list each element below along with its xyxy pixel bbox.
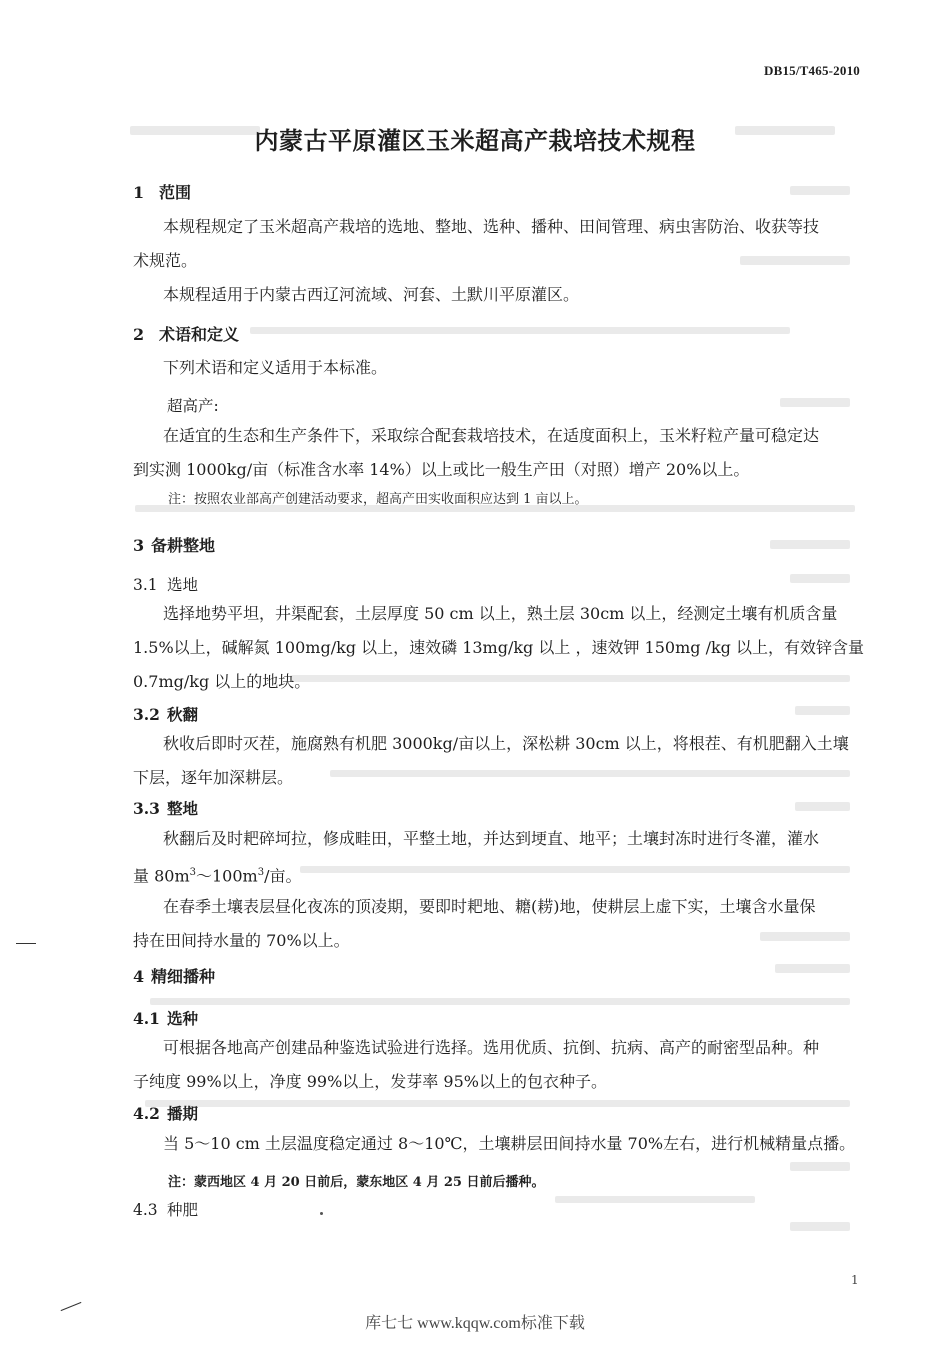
paragraph-line: 下列术语和定义适用于本标准。 bbox=[163, 358, 388, 377]
sowing-date-note: 注：蒙西地区 4 月 20 日前后，蒙东地区 4 月 25 日前后播种。 bbox=[168, 1175, 545, 1190]
standard-code: DB15/T465-2010 bbox=[764, 63, 860, 78]
subsection-3-1-body bbox=[133, 597, 864, 699]
subsection-heading-4-2 bbox=[133, 1102, 198, 1124]
scan-artifact bbox=[320, 1212, 323, 1215]
section-number: 4 bbox=[133, 967, 145, 986]
paragraph-line: 1.5%以上，碱解氮 100mg/kg 以上，速效磷 13mg/kg 以上 ，速效钾 150mg /kg 以上，有效锌含量 bbox=[133, 638, 865, 657]
scan-bleed-mark bbox=[770, 540, 850, 549]
scan-bleed-mark bbox=[790, 1162, 850, 1171]
superscript: 3 bbox=[189, 867, 196, 878]
scan-bleed-mark bbox=[145, 1100, 850, 1107]
paragraph-line: 在适宜的生态和生产条件下，采取综合配套栽培技术，在适度面积上，玉米籽粒产量可稳定达 bbox=[163, 426, 820, 445]
paragraph-line: 子纯度 99%以上，净度 99%以上，发芽率 95%以上的包衣种子。 bbox=[133, 1072, 607, 1091]
page-number: 1 bbox=[851, 1273, 859, 1287]
paragraph-line: 到实测 1000kg/亩（标准含水率 14%）以上或比一般生产田（对照）增产 20%以上。 bbox=[133, 460, 750, 479]
scan-bleed-mark bbox=[150, 998, 850, 1005]
subsection-title: 秋翻 bbox=[167, 705, 199, 724]
scan-bleed-mark bbox=[790, 574, 850, 583]
section-heading-1 bbox=[133, 180, 191, 203]
footer-watermark: 库七七 www.kqqw.com标准下载 bbox=[365, 1315, 585, 1332]
section-number: 1 bbox=[133, 183, 145, 202]
paragraph-line: 当 5～10 cm 土层温度稳定通过 8～10℃，土壤耕层田间持水量 70%左右，进行机械精量点播。 bbox=[163, 1134, 856, 1153]
section-2-definitions bbox=[133, 351, 387, 385]
subsection-number: 4.1 bbox=[133, 1009, 160, 1028]
scan-artifact bbox=[16, 943, 36, 944]
text-fragment: 量 80m bbox=[133, 866, 190, 886]
subsection-title: 种肥 bbox=[167, 1201, 199, 1219]
scan-bleed-mark bbox=[795, 706, 850, 715]
superscript: 3 bbox=[257, 867, 265, 878]
term-super-high-yield: 超高产: bbox=[167, 397, 219, 415]
scan-bleed-mark bbox=[775, 964, 850, 973]
paragraph-line: 下层，逐年加深耕层。 bbox=[133, 768, 294, 787]
subsection-number: 3.3 bbox=[133, 799, 160, 818]
paragraph-line: 0.7mg/kg 以上的地块。 bbox=[133, 672, 311, 691]
paragraph-line: 在春季土壤表层昼化夜冻的顶凌期，要即时耙地、耱(耢)地，使耕层上虚下实，土壤含水量保 bbox=[163, 897, 816, 916]
paragraph-line: 持在田间持水量的 70%以上。 bbox=[133, 931, 350, 950]
paragraph-line: 本规程规定了玉米超高产栽培的选地、整地、选种、播种、田间管理、病虫害防治、收获等技 bbox=[163, 217, 820, 236]
scan-bleed-mark bbox=[790, 1222, 850, 1231]
section-number: 3 bbox=[133, 536, 145, 555]
subsection-heading-4-1 bbox=[133, 1007, 198, 1029]
scan-bleed-mark bbox=[555, 1196, 755, 1203]
section-heading-4 bbox=[133, 964, 215, 987]
section-1-scope-paragraph bbox=[133, 210, 819, 312]
subsection-title: 选地 bbox=[167, 576, 199, 594]
subsection-number: 4.2 bbox=[133, 1104, 160, 1123]
scan-bleed-mark bbox=[250, 327, 790, 334]
subsection-number: 3.2 bbox=[133, 705, 160, 724]
term-definition bbox=[133, 419, 819, 487]
document-title: 内蒙古平原灌区玉米超高产栽培技术规程 bbox=[254, 126, 696, 155]
subsection-heading-3-3 bbox=[133, 797, 198, 819]
paragraph-line: 秋收后即时灭茬，施腐熟有机肥 3000kg/亩以上，深松耕 30cm 以上，将根茬、有机肥翻入土壤 bbox=[163, 734, 849, 753]
subsection-4-2-body bbox=[133, 1127, 855, 1161]
subsection-number: 4.3 bbox=[133, 1201, 158, 1219]
definition-note: 注：按照农业部高产创建活动要求，超高产田实收面积应达到 1 亩以上。 bbox=[168, 492, 588, 507]
section-heading-2 bbox=[133, 322, 239, 345]
scan-bleed-mark bbox=[780, 398, 850, 407]
subsection-heading-3-2 bbox=[133, 703, 198, 725]
section-title: 备耕整地 bbox=[151, 536, 216, 555]
section-heading-3 bbox=[133, 533, 215, 556]
subsection-4-1-body bbox=[133, 1031, 819, 1099]
section-number: 2 bbox=[133, 325, 145, 344]
paragraph-line: 秋翻后及时耙碎坷拉，修成畦田，平整土地，并达到埂直、地平；土壤封冻时进行冬灌，灌水 bbox=[163, 829, 820, 848]
subsection-title: 选种 bbox=[167, 1009, 199, 1028]
subsection-title: 播期 bbox=[167, 1104, 199, 1123]
scan-bleed-mark bbox=[795, 802, 850, 811]
paragraph-line: 术规范。 bbox=[133, 251, 198, 270]
text-fragment: ～100m bbox=[196, 866, 258, 886]
section-title: 精细播种 bbox=[151, 967, 216, 986]
subsection-heading-3-1 bbox=[133, 573, 198, 595]
scan-bleed-mark bbox=[790, 186, 850, 195]
text-fragment: /亩。 bbox=[264, 866, 302, 886]
paragraph-line: 选择地势平坦，井渠配套，土层厚度 50 cm 以上，熟土层 30cm 以上，经测定土壤有机质含量 bbox=[163, 604, 838, 623]
subsection-number: 3.1 bbox=[133, 576, 158, 594]
paragraph-line: 本规程适用于内蒙古西辽河流域、河套、土默川平原灌区。 bbox=[163, 285, 580, 304]
paragraph-line: 可根据各地高产创建品种鉴选试验进行选择。选用优质、抗倒、抗病、高产的耐密型品种。种 bbox=[163, 1038, 820, 1057]
subsection-title: 整地 bbox=[167, 799, 199, 818]
subsection-3-2-body bbox=[133, 727, 849, 795]
section-title: 术语和定义 bbox=[159, 325, 240, 344]
paragraph-line bbox=[133, 856, 819, 890]
section-title: 范围 bbox=[159, 183, 192, 202]
subsection-3-3-body bbox=[133, 822, 819, 958]
subsection-heading-4-3 bbox=[133, 1198, 198, 1220]
